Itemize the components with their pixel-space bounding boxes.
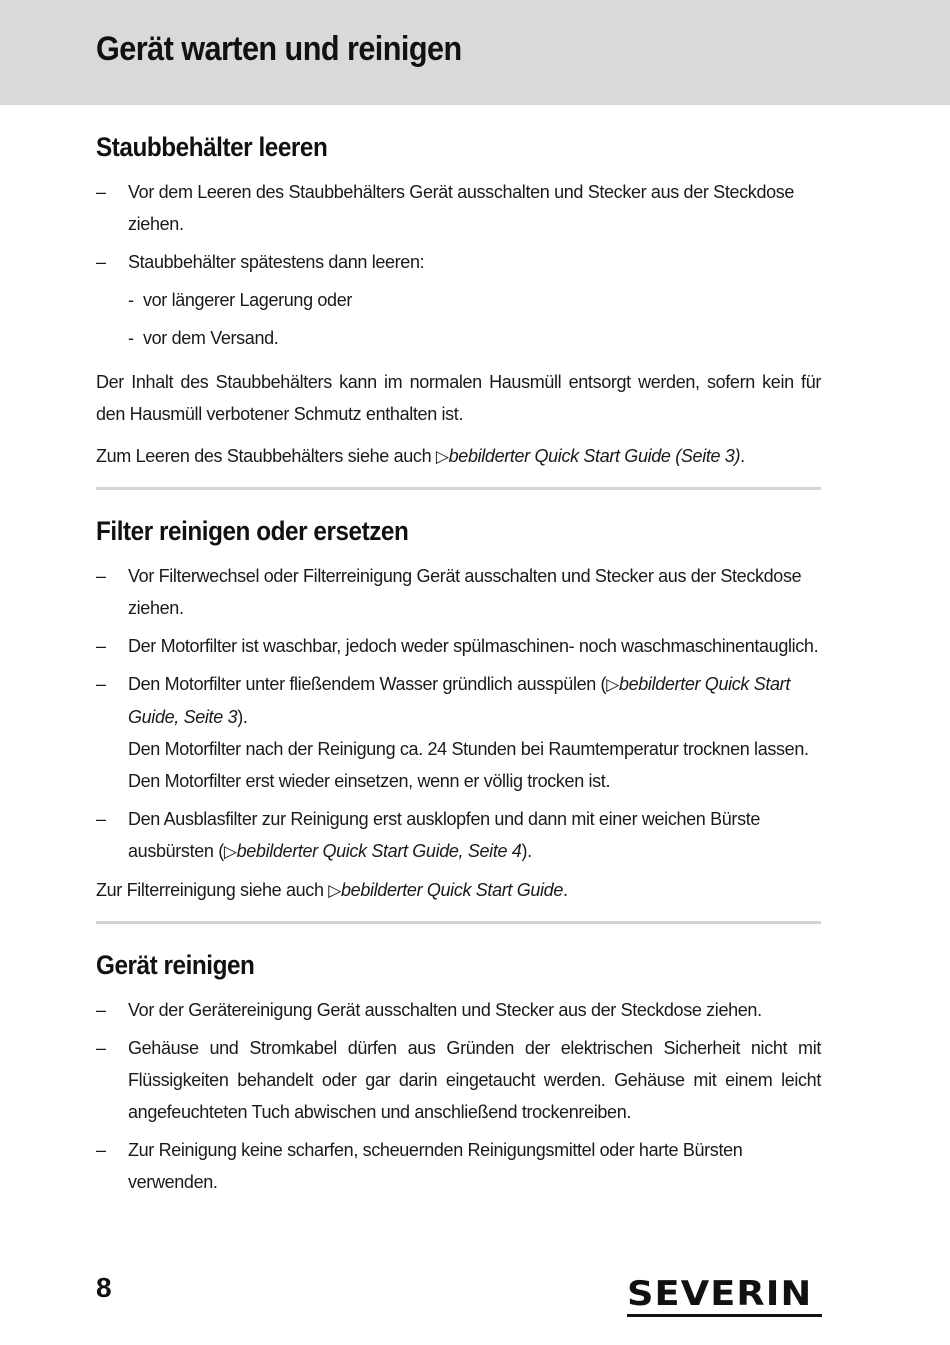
list-item bbox=[96, 803, 821, 868]
paragraph-reference bbox=[96, 874, 821, 907]
reference-triangle-icon: ▷ bbox=[435, 447, 449, 466]
reference-triangle-icon: ▷ bbox=[606, 675, 619, 694]
sub-dash-bullet: - bbox=[128, 328, 134, 348]
dash-bullet: – bbox=[96, 636, 106, 656]
list-item bbox=[96, 994, 821, 1026]
list-item-text-part: ). bbox=[237, 707, 248, 727]
page-title: Gerät warten und reinigen bbox=[96, 30, 462, 68]
list-item-text-line: Den Motorfilter nach der Reinigung ca. 24 Stunden bei Raumtemperatur trocknen lassen. bbox=[128, 739, 809, 759]
section-divider bbox=[96, 487, 821, 490]
page-header bbox=[0, 0, 950, 105]
section-title-device: Gerät reinigen bbox=[96, 950, 255, 980]
list-item bbox=[96, 1134, 821, 1198]
quick-start-guide-reference: bebilderter Quick Start Guide, Seite 4 bbox=[236, 841, 522, 861]
sub-list-item-text: vor dem Versand. bbox=[142, 328, 279, 348]
list-item-text: Zur Reinigung keine scharfen, scheuernden Reinigungsmittel oder harte Bürsten verwenden. bbox=[128, 1140, 743, 1192]
page-content bbox=[96, 128, 821, 1204]
section-title-dust-container: Staubbehälter leeren bbox=[96, 132, 328, 162]
sub-list-item bbox=[96, 284, 821, 316]
paragraph-text: Zum Leeren des Staubbehälters siehe auch bbox=[96, 446, 436, 466]
paragraph-reference bbox=[96, 440, 821, 473]
sub-list-item bbox=[96, 322, 821, 354]
list-item-text: Vor dem Leeren des Staubbehälters Gerät ausschalten und Stecker aus der Steckdose ziehen. bbox=[128, 182, 795, 234]
list-item-text: Gehäuse und Stromkabel dürfen aus Gründen der elektrischen Sicherheit nicht mit Flüssigkeiten behandelt oder gar darin eingetaucht werden. Gehäuse mit einem leicht angefeuchteten Tuch abwischen und anschließend trockenreiben. bbox=[128, 1038, 821, 1122]
list-item bbox=[96, 668, 821, 797]
dash-bullet: – bbox=[96, 252, 106, 272]
section-dust-container bbox=[96, 128, 821, 473]
dash-bullet: – bbox=[96, 809, 106, 829]
list-item-text bbox=[128, 803, 821, 868]
list-item-text-part: Den Ausblasfilter zur Reinigung erst ausklopfen und dann mit einer weichen Bürste ausbürsten ( bbox=[128, 809, 761, 861]
paragraph-text: . bbox=[740, 446, 745, 466]
sub-list-item-text: vor längerer Lagerung oder bbox=[142, 290, 353, 310]
brand-logo-text: SEVERIN bbox=[627, 1274, 813, 1314]
list-item bbox=[96, 1032, 821, 1128]
dash-bullet: – bbox=[96, 674, 106, 694]
paragraph-text: . bbox=[562, 880, 568, 900]
quick-start-guide-reference: bebilderter Quick Start Guide bbox=[341, 880, 563, 900]
list-item bbox=[96, 246, 821, 278]
section-filter bbox=[96, 512, 821, 907]
list-item-text-line: Den Motorfilter erst wieder einsetzen, wenn er völlig trocken ist. bbox=[128, 771, 611, 791]
sub-dash-bullet: - bbox=[128, 290, 134, 310]
dash-bullet: – bbox=[96, 566, 106, 586]
section-device bbox=[96, 946, 821, 1198]
page-number: 8 bbox=[96, 1272, 112, 1303]
list-item bbox=[96, 560, 821, 624]
dash-bullet: – bbox=[96, 1140, 106, 1160]
reference-triangle-icon: ▷ bbox=[223, 842, 237, 861]
list-item-text-part: Den Motorfilter unter fließendem Wasser gründlich ausspülen ( bbox=[128, 674, 607, 694]
quick-start-guide-reference: bebilderter Quick Start Guide (Seite 3) bbox=[448, 446, 741, 466]
list-item-text: Vor der Gerätereinigung Gerät ausschalten und Stecker aus der Steckdose ziehen. bbox=[128, 1000, 762, 1020]
paragraph-disposal: Der Inhalt des Staubbehälters kann im normalen Hausmüll entsorgt werden, sofern kein für den Hausmüll verbotener Schmutz enthalten ist. bbox=[96, 372, 821, 424]
list-item bbox=[96, 176, 821, 240]
brand-logo-underline bbox=[627, 1314, 822, 1317]
dash-bullet: – bbox=[96, 1000, 106, 1020]
dash-bullet: – bbox=[96, 1038, 106, 1058]
quick-start-guide-reference: bebilderter Quick Start Guide, Seite 3 bbox=[128, 674, 790, 727]
reference-triangle-icon: ▷ bbox=[328, 881, 342, 900]
list-item-text bbox=[128, 668, 821, 733]
list-item-text: Vor Filterwechsel oder Filterreinigung Gerät ausschalten und Stecker aus der Steckdose ziehen. bbox=[128, 566, 802, 618]
list-item-text: Der Motorfilter ist waschbar, jedoch weder spülmaschinen- noch waschmaschinentauglich. bbox=[128, 636, 819, 656]
section-title-filter: Filter reinigen oder ersetzen bbox=[96, 516, 409, 546]
dash-bullet: – bbox=[96, 182, 106, 202]
list-item-text: Staubbehälter spätestens dann leeren: bbox=[128, 252, 425, 272]
brand-logo bbox=[627, 1276, 822, 1317]
list-item bbox=[96, 630, 821, 662]
paragraph-text: Zur Filterreinigung siehe auch bbox=[96, 880, 329, 900]
list-item-text-part: ). bbox=[521, 841, 532, 861]
section-divider bbox=[96, 921, 821, 924]
